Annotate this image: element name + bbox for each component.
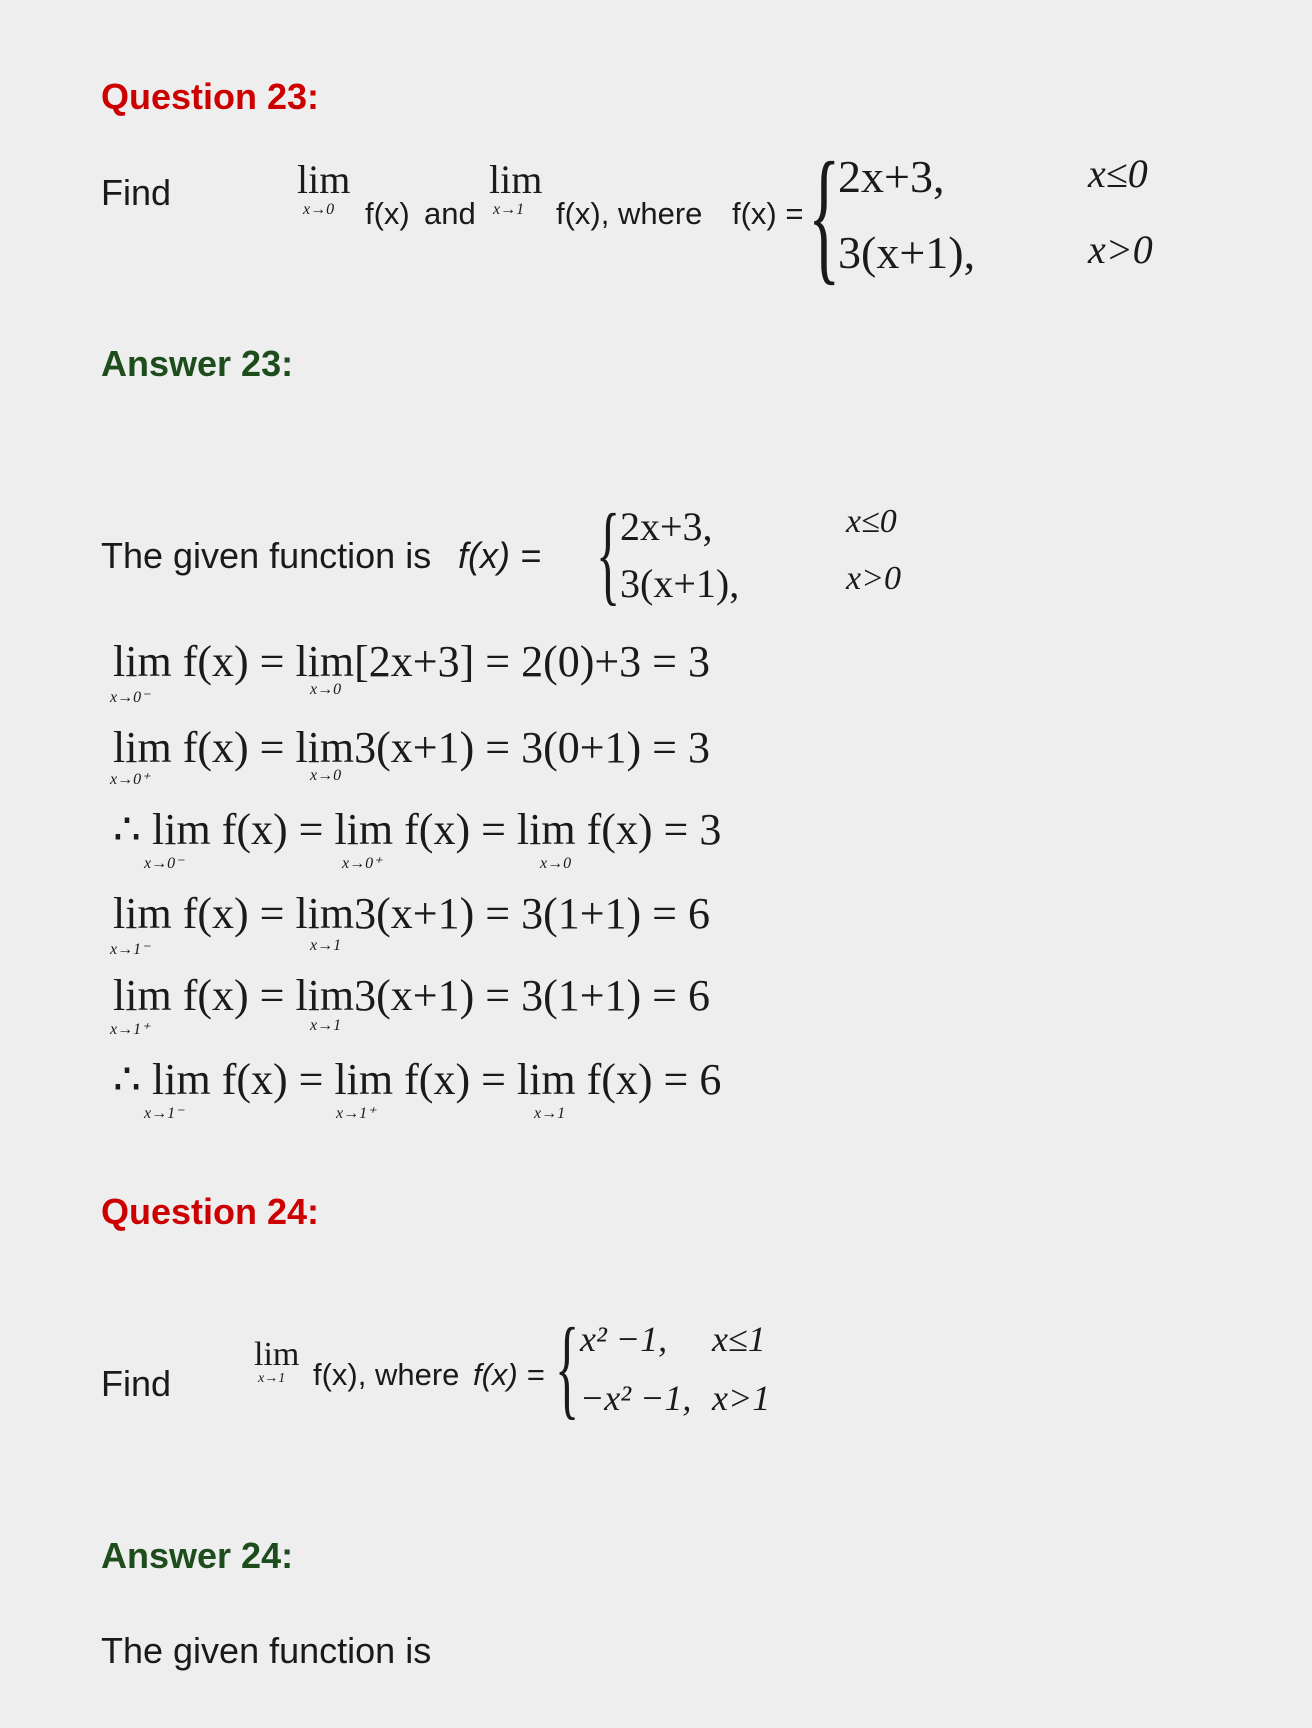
a23-derivation-line-4 [113, 889, 710, 938]
answer-23-heading: Answer 23: [101, 343, 294, 384]
lim-subscript: x→1 [258, 1371, 286, 1386]
q24-condition-1: x≤1 [712, 1319, 766, 1359]
a23-condition-1: x≤0 [846, 503, 897, 540]
lim-word: lim [113, 637, 172, 686]
equation-body: f(x) = lim[2x+3] = 2(0)+3 = 3 [182, 637, 710, 686]
a23-given-text: The given function is [101, 535, 432, 576]
a23-left-brace: { [596, 492, 621, 616]
equation-body: f(x) = lim3(x+1) = 3(0+1) = 3 [182, 723, 710, 772]
q24-case-1: x² −1, [580, 1319, 668, 1359]
equation-body: f(x) = lim f(x) = lim f(x) = 3 [221, 805, 722, 854]
lim-subscript: x→1 [493, 201, 525, 218]
q24-find-label: Find [101, 1363, 172, 1404]
q24-fx-equals: f(x) = [473, 1357, 545, 1392]
q23-condition-1: x≤0 [1088, 151, 1148, 196]
q23-and: and [424, 196, 476, 231]
q23-find-label: Find [101, 172, 172, 213]
lim-word: lim [297, 157, 351, 202]
q23-fx-equals: f(x) = [732, 196, 804, 231]
a23-derivation-line-3 [113, 805, 722, 854]
a23-line-4-sub2: x→1 [310, 937, 342, 954]
q23-case-1: 2x+3, [838, 151, 945, 202]
a23-line-5-sub2: x→1 [310, 1017, 342, 1034]
q24-limit-x1 [254, 1338, 299, 1386]
a23-line-2-sub2: x→0 [310, 767, 342, 784]
a24-given-text: The given function is [101, 1630, 432, 1671]
q23-fx-where: f(x), where [556, 196, 703, 231]
a23-derivation-line-6 [113, 1055, 722, 1104]
q24-left-brace: { [555, 1306, 580, 1430]
lim-word: lim [113, 723, 172, 772]
lim-word: lim [254, 1336, 300, 1373]
equation-body: f(x) = lim3(x+1) = 3(1+1) = 6 [182, 889, 710, 938]
q23-limit-x1 [489, 157, 543, 218]
therefore-symbol: ∴ [113, 1055, 141, 1104]
a23-derivation-line-2 [113, 723, 710, 772]
a23-line-1-sub2: x→0 [310, 681, 342, 698]
a23-given-fx: f(x) = [458, 535, 542, 576]
therefore-symbol: ∴ [113, 805, 141, 854]
lim-word: lim [113, 889, 172, 938]
q23-case-2: 3(x+1), [838, 227, 976, 278]
a23-case-1: 2x+3, [620, 504, 713, 549]
lim-word: lim [113, 971, 172, 1020]
a23-line-3-sub3: x→0 [540, 855, 572, 872]
a23-line-1-sub: x→0⁻ [110, 689, 150, 706]
a23-line-3-sub: x→0⁻ [144, 855, 184, 872]
equation-body: f(x) = lim f(x) = lim f(x) = 6 [221, 1055, 722, 1104]
lim-word: lim [152, 805, 211, 854]
q23-left-brace: { [808, 132, 841, 298]
question-23-heading: Question 23: [101, 76, 320, 117]
a23-line-4-sub: x→1⁻ [110, 941, 150, 958]
equation-body: f(x) = lim3(x+1) = 3(1+1) = 6 [182, 971, 710, 1020]
a23-line-6-sub2: x→1⁺ [336, 1105, 376, 1122]
a23-line-3-sub2: x→0⁺ [342, 855, 382, 872]
a23-derivation-line-5 [113, 971, 710, 1020]
a23-derivation-line-1 [113, 637, 710, 686]
q23-condition-2: x>0 [1088, 227, 1153, 272]
a23-line-6-sub: x→1⁻ [144, 1105, 184, 1122]
q23-fx-1: f(x) [365, 196, 410, 231]
a23-condition-2: x>0 [846, 560, 902, 597]
lim-word: lim [489, 157, 543, 202]
lim-subscript: x→0 [303, 201, 335, 218]
answer-24-heading: Answer 24: [101, 1535, 294, 1576]
a23-line-6-sub3: x→1 [534, 1105, 566, 1122]
q24-fx-where: f(x), where [313, 1357, 460, 1392]
a23-line-2-sub: x→0⁺ [110, 771, 150, 788]
q23-limit-x0 [297, 157, 351, 218]
q24-case-2: −x² −1, [580, 1378, 692, 1418]
lim-word: lim [152, 1055, 211, 1104]
a23-line-5-sub: x→1⁺ [110, 1021, 150, 1038]
a23-case-2: 3(x+1), [620, 561, 740, 606]
question-24-heading: Question 24: [101, 1191, 320, 1232]
q24-condition-2: x>1 [712, 1378, 771, 1418]
